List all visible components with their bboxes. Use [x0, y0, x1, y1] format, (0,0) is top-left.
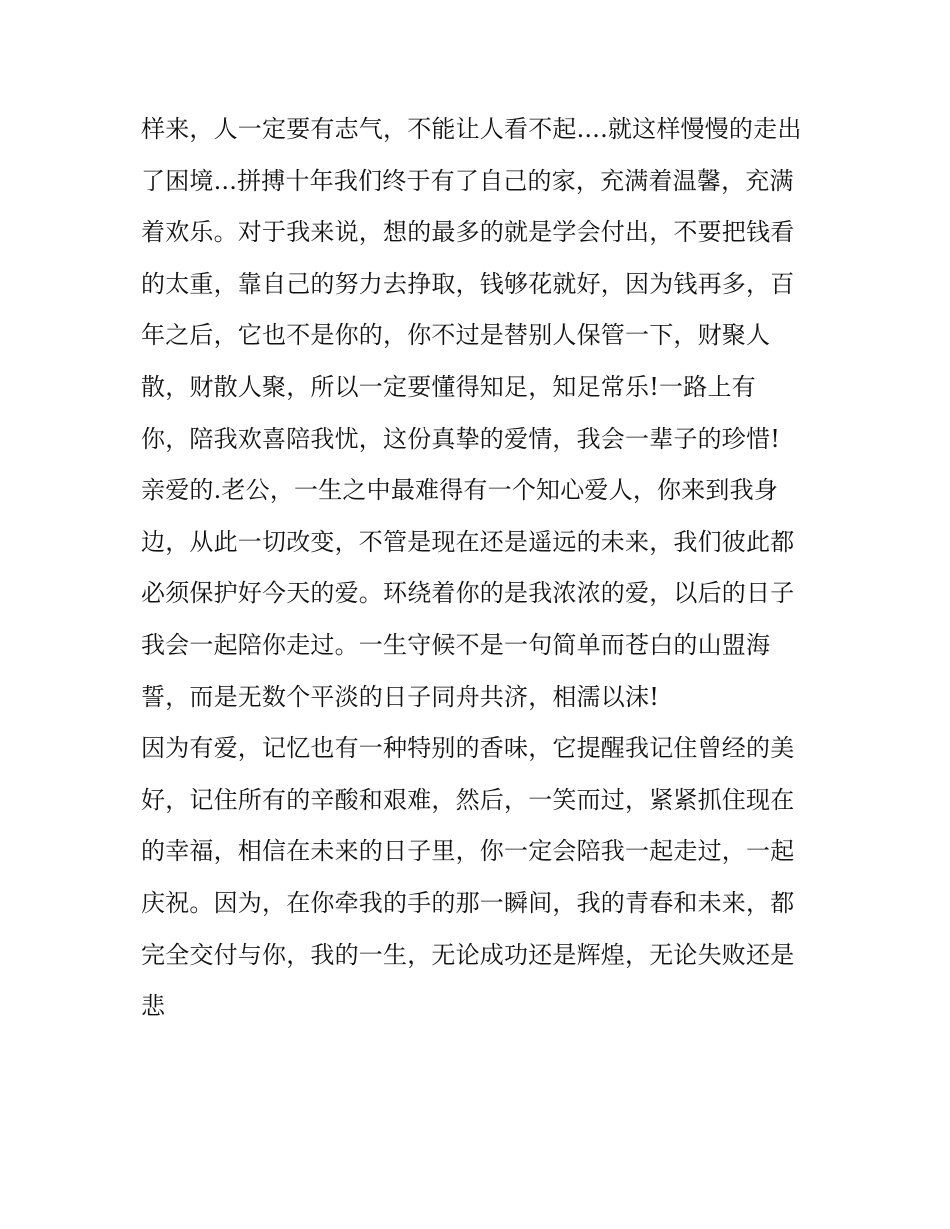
text-line: 的幸福，相信在未来的日子里，你一定会陪我一起走过，一起 [141, 837, 795, 866]
text-line: 散，财散人聚，所以一定要懂得知足，知足常乐!一路上有 [141, 372, 756, 401]
text-line: 庆祝。因为，在你牵我的手的那一瞬间，我的青春和未来，都 [141, 888, 795, 917]
body-text [141, 104, 831, 1033]
text-line: 亲爱的.老公，一生之中最难得有一个知心爱人，你来到我身 [141, 476, 779, 505]
text-line: 好，记住所有的辛酸和艰难，然后，一笑而过，紧紧抓住现在 [141, 785, 795, 814]
text-line: 年之后，它也不是你的，你不过是替别人保管一下，财聚人 [141, 321, 771, 350]
text-line: 的太重，靠自己的努力去挣取，钱够花就好，因为钱再多，百 [141, 269, 795, 298]
text-line: 誓，而是无数个平淡的日子同舟共济，相濡以沫! [141, 682, 660, 711]
text-line: 我会一起陪你走过。一生守候不是一句简单而苍白的山盟海 [141, 630, 771, 659]
text-line: 悲 [141, 992, 166, 1021]
text-line: 必须保护好今天的爱。环绕着你的是我浓浓的爱，以后的日子 [141, 579, 795, 608]
text-line: 完全交付与你，我的一生，无论成功还是辉煌，无论失败还是 [141, 940, 795, 969]
text-line: 着欢乐。对于我来说，想的最多的就是学会付出，不要把钱看 [141, 218, 795, 247]
text-line: 样来，人一定要有志气，不能让人看不起....就这样慢慢的走出 [141, 115, 802, 143]
text-line: 了困境...拼搏十年我们终于有了自己的家，充满着温馨，充满 [141, 166, 794, 195]
text-line: 因为有爱，记忆也有一种特别的香味，它提醒我记住曾经的美 [141, 734, 795, 763]
text-line: 你，陪我欢喜陪我忧，这份真挚的爱情，我会一辈子的珍惜! [141, 424, 781, 453]
text-line: 边，从此一切改变，不管是现在还是遥远的未来，我们彼此都 [141, 527, 795, 556]
